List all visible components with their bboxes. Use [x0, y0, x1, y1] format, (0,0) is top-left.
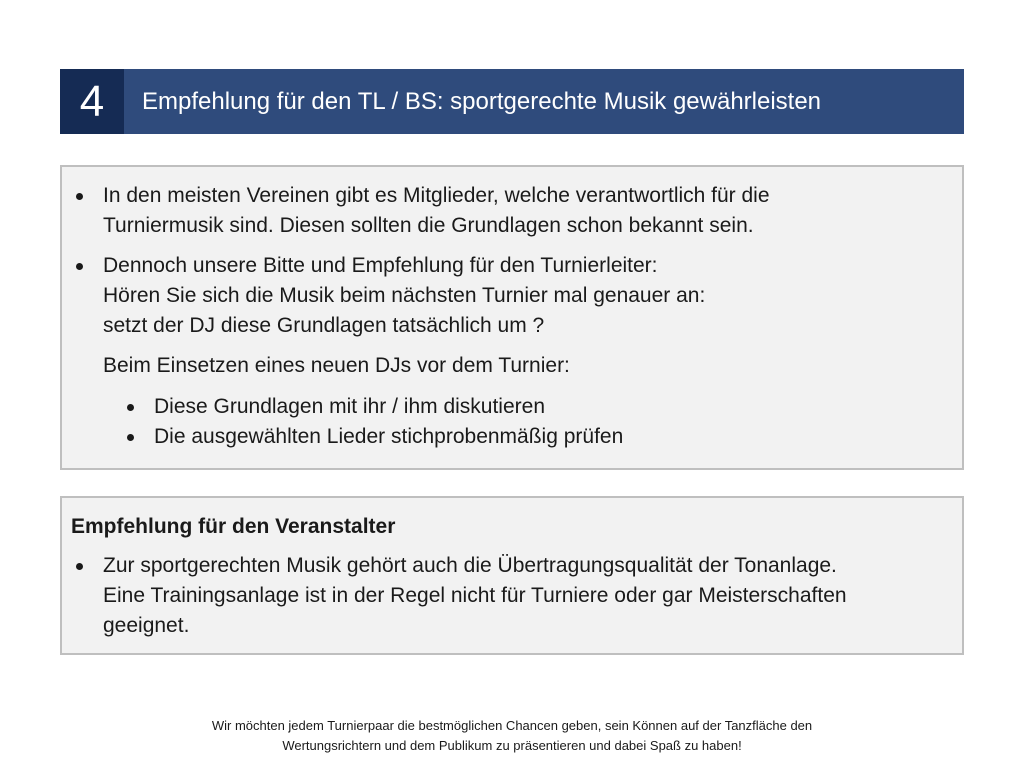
sub-bullet-item — [62, 422, 962, 452]
footer-line: Wertungsrichtern und dem Publikum zu präsentieren und dabei Spaß zu haben! — [282, 738, 742, 753]
bullet-item — [62, 181, 962, 241]
bullet-text: Turniermusik sind. Diesen sollten die Grundlagen schon bekannt sein. — [103, 214, 754, 237]
bullet-text: Hören Sie sich die Musik beim nächsten Turnier mal genauer an: — [103, 284, 706, 307]
section-number: 4 — [60, 69, 124, 134]
sub-heading: Beim Einsetzen eines neuen DJs vor dem Turnier: — [103, 354, 570, 377]
box-heading: Empfehlung für den Veranstalter — [71, 515, 396, 538]
footer-note — [0, 716, 1024, 756]
bullet-text: In den meisten Vereinen gibt es Mitglieder, welche verantwortlich für die — [103, 184, 770, 207]
slide-header — [60, 69, 964, 134]
bullet-text: Zur sportgerechten Musik gehört auch die Übertragungsqualität der Tonanlage. — [103, 554, 837, 577]
bullet-text: Eine Trainingsanlage ist in der Regel nicht für Turniere oder gar Meisterschaften — [103, 584, 847, 607]
sub-bullet-item — [62, 392, 962, 422]
bullet-text: Dennoch unsere Bitte und Empfehlung für den Turnierleiter: — [103, 254, 658, 277]
bullet-text: geeignet. — [103, 614, 190, 637]
sub-bullet-text: Die ausgewählten Lieder stichprobenmäßig prüfen — [154, 425, 624, 448]
recommendation-box-tl — [60, 165, 964, 470]
sub-bullet-text: Diese Grundlagen mit ihr / ihm diskutieren — [154, 395, 546, 418]
bullet-text: setzt der DJ diese Grundlagen tatsächlich um ? — [103, 314, 545, 337]
slide-title: Empfehlung für den TL / BS: sportgerechte Musik gewährleisten — [142, 87, 822, 115]
bullet-item — [62, 551, 962, 641]
footer-line: Wir möchten jedem Turnierpaar die bestmöglichen Chancen geben, sein Können auf der Tanzfläche den — [211, 718, 813, 733]
recommendation-box-organizer — [60, 496, 964, 655]
bullet-item — [62, 251, 962, 341]
